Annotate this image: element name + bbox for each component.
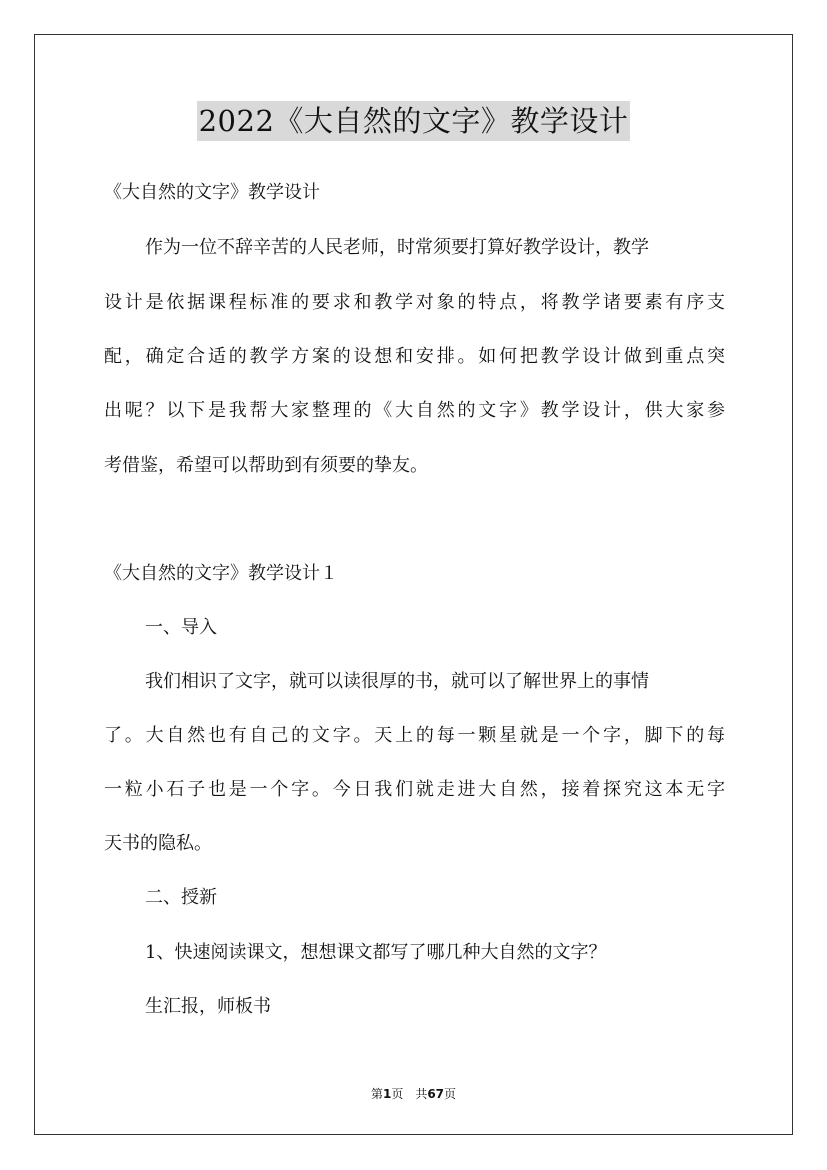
footer-current-page: 1 [382,1087,392,1101]
part1-line-4: 天书的隐私。 [104,833,212,854]
intro-line-3: 配，确定合适的教学方案的设想和安排。如何把教学设计做到重点突 [104,346,725,367]
part1-line-3: 一粒小石子也是一个字。今日我们就走进大自然，接着探究这本无字 [104,779,725,800]
intro-line-2: 设计是依据课程标准的要求和教学对象的特点，将教学诸要素有序支 [104,292,725,313]
intro-line-4: 出呢？以下是我帮大家整理的《大自然的文字》教学设计，供大家参 [104,400,725,421]
part2-item-1: 1、快速阅读课文，想想课文都写了哪几种大自然的文字？ [145,942,607,963]
part1-line-2: 了。大自然也有自己的文字。天上的每一颗星就是一个字，脚下的每 [104,725,725,746]
title-container [0,101,827,141]
part1-line-1: 我们相识了文字，就可以读很厚的书，就可以了解世界上的事情 [145,671,649,692]
footer-prefix: 第 [370,1087,383,1101]
document-title: 2022《大自然的文字》教学设计 [197,101,631,141]
intro-line-5: 考借鉴，希望可以帮助到有须要的挚友。 [104,455,428,476]
document-subtitle: 《大自然的文字》教学设计 [104,182,320,203]
footer-total-pages: 67 [427,1087,445,1101]
page-footer [0,1085,827,1102]
part2-note: 生汇报，师板书 [145,996,271,1017]
footer-mid: 页 共 [391,1087,428,1101]
intro-line-1: 作为一位不辞辛苦的人民老师，时常须要打算好教学设计，教学 [145,237,649,258]
footer-suffix: 页 [444,1087,457,1101]
part2-heading: 二、授新 [145,887,217,908]
section-heading: 《大自然的文字》教学设计１ [104,563,338,584]
part1-heading: 一、导入 [145,617,217,638]
